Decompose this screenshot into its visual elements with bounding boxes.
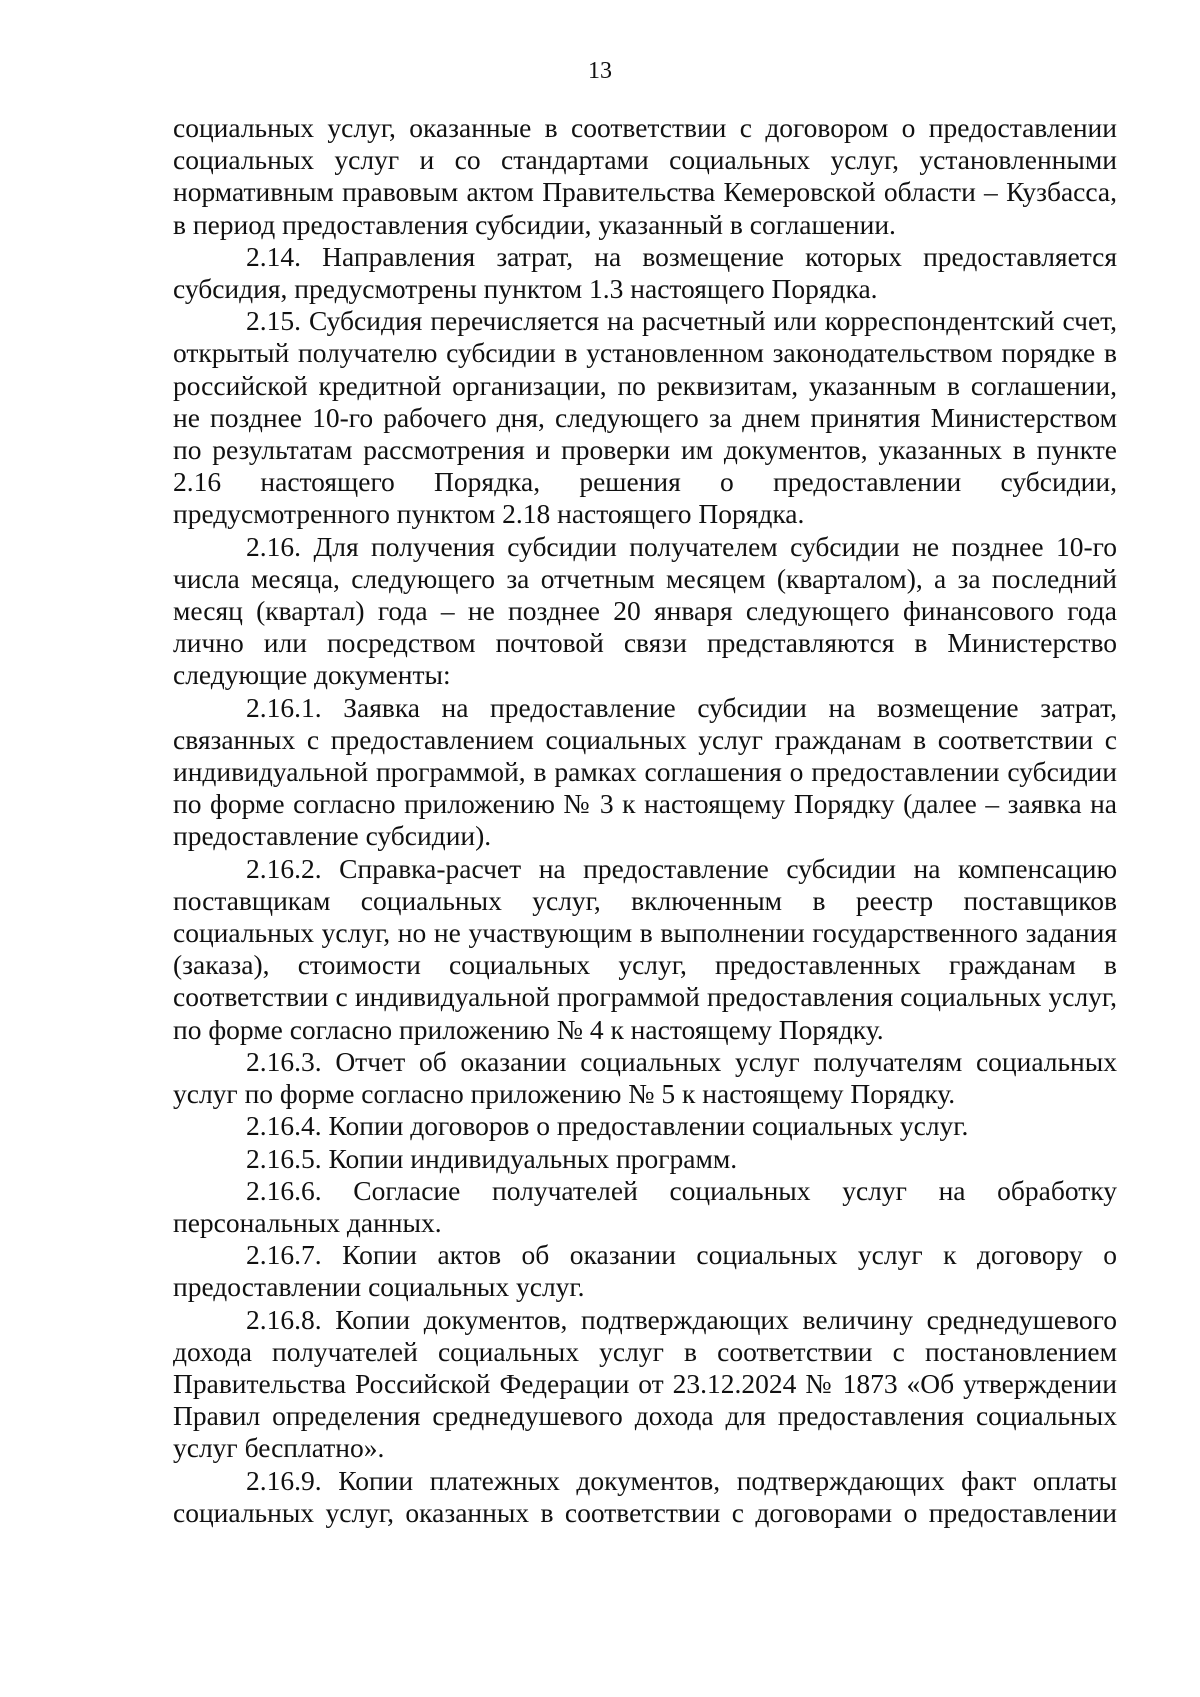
paragraph-continuation: социальных услуг, оказанные в соответствии с договором о предоставлении социальных услуг и со стандартами социальных услуг, установленными нормативным правовым актом Правительства Кемеровской области – Кузбасса, в период предоставления субсидии, указанный в соглашении. bbox=[173, 112, 1117, 240]
paragraph-2-16-8: 2.16.8. Копии документов, подтверждающих величину среднедушевого дохода получателей социальных услуг в соответствии с постановлением Правительства Российской Федерации от 23.12.2024 № 1873 «Об утверждении Правил определения среднедушевого дохода для предоставления социальных услуг бесплатно». bbox=[173, 1303, 1117, 1464]
page-number: 13 bbox=[588, 58, 612, 84]
paragraph-2-16-9: 2.16.9. Копии платежных документов, подтверждающих факт оплаты социальных услуг, оказанных в соответствии с договорами о предоставлении bbox=[173, 1464, 1117, 1528]
body-text bbox=[173, 112, 1117, 1529]
paragraph-2-16-7: 2.16.7. Копии актов об оказании социальных услуг к договору о предоставлении социальных услуг. bbox=[173, 1239, 1117, 1303]
paragraph-2-15: 2.15. Субсидия перечисляется на расчетный или корреспондентский счет, открытый получателю субсидии в установленном законодательством порядке в российской кредитной организации, по реквизитам, указанным в соглашении, не позднее 10-го рабочего дня, следующего за днем принятия Министерством по результатам рассмотрения и проверки им документов, указанных в пункте 2.16 настоящего Порядка, решения о предоставлении субсидии, предусмотренного пунктом 2.18 настоящего Порядка. bbox=[173, 305, 1117, 530]
paragraph-2-14: 2.14. Направления затрат, на возмещение которых предоставляется субсидия, предусмотрены пунктом 1.3 настоящего Порядка. bbox=[173, 240, 1117, 305]
paragraph-2-16-6: 2.16.6. Согласие получателей социальных услуг на обработку персональных данных. bbox=[173, 1174, 1117, 1238]
paragraph-2-16-3: 2.16.3. Отчет об оказании социальных услуг получателям социальных услуг по форме согласно приложению № 5 к настоящему Порядку. bbox=[173, 1045, 1117, 1110]
paragraph-2-16-2: 2.16.2. Справка-расчет на предоставление субсидии на компенсацию поставщикам социальных услуг, включенным в реестр поставщиков социальных услуг, но не участвующим в выполнении государственного задания (заказа), стоимости социальных услуг, предоставленных гражданам в соответствии с индивидуальной программой предоставления социальных услуг, по форме согласно приложению № 4 к настоящему Порядку. bbox=[173, 852, 1117, 1045]
paragraph-2-16-4: 2.16.4. Копии договоров о предоставлении социальных услуг. bbox=[246, 1110, 969, 1142]
paragraph-2-16-1: 2.16.1. Заявка на предоставление субсидии на возмещение затрат, связанных с предоставлением социальных услуг гражданам в соответствии с индивидуальной программой, в рамках соглашения о предоставлении субсидии по форме согласно приложению № 3 к настоящему Порядку (далее – заявка на предоставление субсидии). bbox=[173, 691, 1117, 852]
paragraph-2-16-5: 2.16.5. Копии индивидуальных программ. bbox=[246, 1142, 738, 1174]
paragraph-2-16: 2.16. Для получения субсидии получателем субсидии не позднее 10-го числа месяца, следующего за отчетным месяцем (кварталом), а за последний месяц (квартал) года – не позднее 20 января следующего финансового года лично или посредством почтовой связи представляются в Министерство следующие документы: bbox=[173, 530, 1117, 691]
